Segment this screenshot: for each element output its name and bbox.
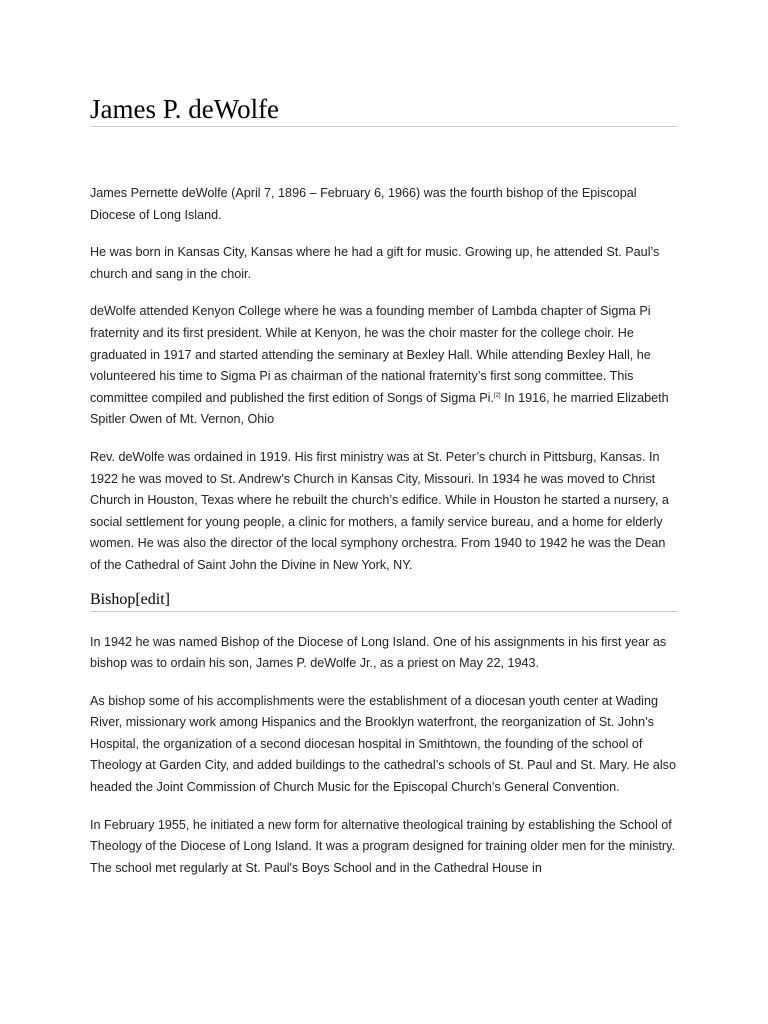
paragraph-education-text: deWolfe attended Kenyon College where he was a founding member of Lambda chapter of Sigma Pi fraternity and its first president. While at Kenyon, he was the choir master for the college choir. He graduated in 1917 and started attending the seminary at Bexley Hall. While attending Bexley Hall, he volunteered his time to Sigma Pi as chairman of the national fraternity’s first song committee. This committee compiled and published the first edition of Songs of Sigma Pi. xyxy=(90,304,651,405)
paragraph-bishop-named: In 1942 he was named Bishop of the Diocese of Long Island. One of his assignments in his first year as bishop was to ordain his son, James P. deWolfe Jr., as a priest on May 22, 1943. xyxy=(90,634,667,671)
paragraph-education xyxy=(90,301,678,431)
paragraph-intro: James Pernette deWolfe (April 7, 1896 – February 6, 1966) was the fourth bishop of the Episcopal Diocese of Long Island. xyxy=(90,186,637,222)
paragraph-ministry: Rev. deWolfe was ordained in 1919. His first ministry was at St. Peter’s church in Pittsburg, Kansas. In 1922 he was moved to St. Andrew’s Church in Kansas City, Missouri. In 1934 he was moved to Christ Church in Houston, Texas where he rebuilt the church’s edifice. While in Houston he started a nursery, a social settlement for young people, a clinic for mothers, a family service bureau, and a home for elderly women. He was also the director of the local symphony orchestra. From 1940 to 1942 he was the Dean of the Cathedral of Saint John the Divine in New York, NY. xyxy=(90,449,669,572)
paragraph-accomplishments: As bishop some of his accomplishments were the establishment of a diocesan youth center at Wading River, missionary work among Hispanics and the Brooklyn waterfront, the reorganization of St. John’s Hospital, the organization of a second diocesan hospital in Smithtown, the founding of the school of Theology at Garden City, and added buildings to the cathedral’s schools of St. Paul and St. Mary. He also headed the Joint Commission of Church Music for the Episcopal Church’s General Convention. xyxy=(90,693,676,795)
section-heading-bishop: Bishop[edit] xyxy=(90,589,678,612)
paragraph-school-of-theology: In February 1955, he initiated a new form for alternative theological training by establishing the School of Theology of the Diocese of Long Island. It was a program designed for training older men for the ministry. The school met regularly at St. Paul's Boys School and in the Cathedral House in xyxy=(90,817,675,875)
paragraph-early-life: He was born in Kansas City, Kansas where he had a gift for music. Growing up, he attended St. Paul’s church and sang in the choir. xyxy=(90,245,660,281)
article-title: James P. deWolfe xyxy=(90,92,678,127)
article-body xyxy=(90,92,678,879)
paragraph-education-text-end: In 1916, he married Elizabeth Spitler Owen of Mt. Vernon, Ohio xyxy=(90,390,669,427)
reference-link[interactable]: [2] xyxy=(493,392,501,399)
